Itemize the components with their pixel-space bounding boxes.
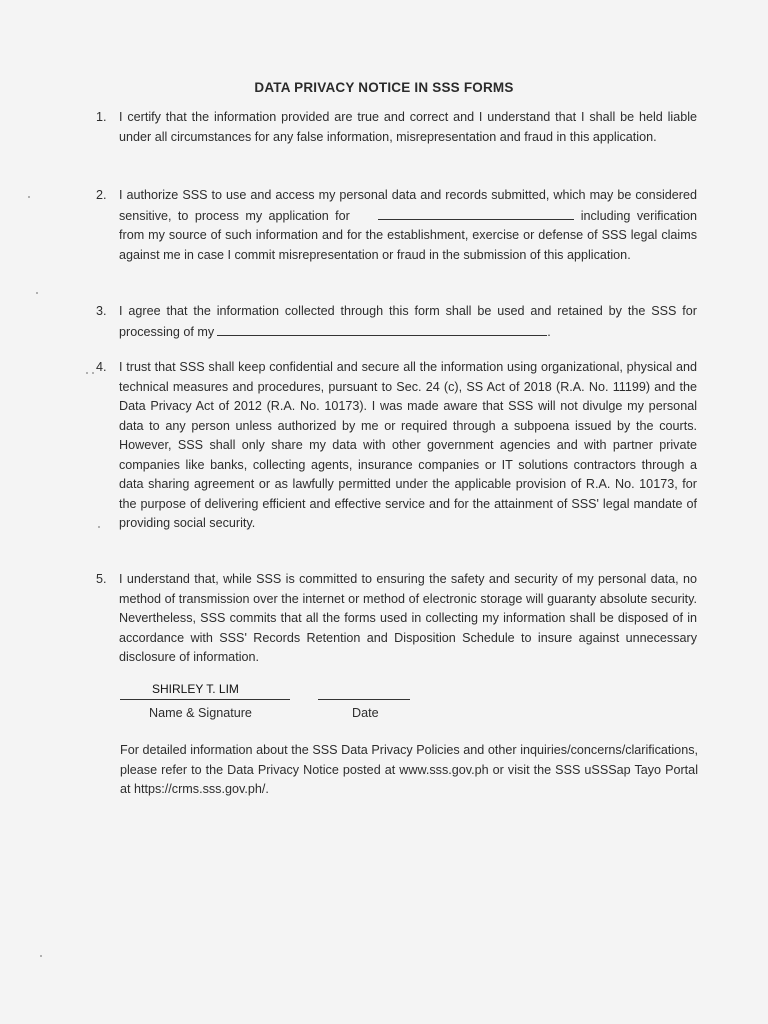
clause-4: [92, 358, 697, 534]
clause-3: [92, 302, 697, 342]
clause-number: 1.: [96, 110, 107, 124]
name-signature-line: [120, 699, 290, 700]
scan-speck: [40, 955, 42, 957]
clause-text: I trust that SSS shall keep confidential and secure all the information using organizational, physical and technical measures and procedures, pursuant to Sec. 24 (c), SS Act of 2018 (R.A. No. 11199) and the Data Privacy Act of 2012 (R.A. No. 10173). I was made aware that SSS will not divulge my personal data to any person unless authorized by me or required through a subpoena issued by the courts. However, SSS shall only share my data with other government agencies and with partner private companies like banks, collecting agents, insurance companies or IT solutions contractors through a data sharing agreement or as lawfully permitted under the applicable provision of R.A. No. 10173, for the purpose of delivering efficient and effective service and for the attainment of SSS' legal mandate of providing social security.: [119, 360, 697, 530]
footer-note: For detailed information about the SSS Data Privacy Policies and other inquiries/concerns/clarifications, please refer to the Data Privacy Notice posted at www.sss.gov.ph or visit the SSS uSSSap Tayo Portal at https://crms.sss.gov.ph/.: [120, 743, 698, 796]
clause-text-part: including verification from my source of such information and for the establishment, exercise or defense of SSS legal claims against me in case I commit misrepresentation or fraud in the submission of this application.: [119, 208, 698, 262]
clause-text-part: I agree that the information collected through this form shall be used and retained by the SSS for processing of my: [119, 304, 697, 339]
name-signature-label: Name & Signature: [149, 706, 252, 720]
clause-number: 4.: [96, 360, 107, 374]
scan-speck: [92, 372, 94, 374]
clause-1: [92, 108, 697, 147]
scan-speck: [36, 292, 38, 294]
scan-speck: [86, 372, 88, 374]
date-label: Date: [352, 706, 379, 720]
clause-text: [119, 302, 697, 342]
clause-text-part: .: [547, 324, 551, 339]
clause-text: I understand that, while SSS is committed to ensuring the safety and security of my personal data, no method of transmission over the internet or method of electronic storage will guaranty absolute security. Nevertheless, SSS commits that all the forms used in collecting my information shall be disposed of in accordance with SSS' Records Retention and Disposition Schedule to insure against unnecessary disclosure of information.: [119, 572, 697, 664]
clause-number: 2.: [96, 188, 107, 202]
application-type-blank[interactable]: [378, 206, 574, 220]
clause-number: 3.: [96, 304, 107, 318]
clause-2: [92, 186, 697, 265]
scan-speck: [28, 196, 30, 198]
processing-purpose-blank[interactable]: [217, 322, 547, 336]
clause-text-part: I authorize SSS to use and access my personal data and records submitted, which may be considered sensitive, to process my application for: [119, 188, 697, 223]
scan-speck: [98, 526, 100, 528]
document-title: DATA PRIVACY NOTICE IN SSS FORMS: [254, 80, 514, 95]
signatory-name: SHIRLEY T. LIM: [152, 682, 239, 696]
clause-5: [92, 570, 697, 668]
date-line: [318, 699, 410, 700]
clause-number: 5.: [96, 572, 107, 586]
clause-text: [119, 186, 697, 265]
clause-text: I certify that the information provided are true and correct and I understand that I shall be held liable under all circumstances for any false information, misrepresentation and fraud in this application.: [119, 110, 697, 144]
